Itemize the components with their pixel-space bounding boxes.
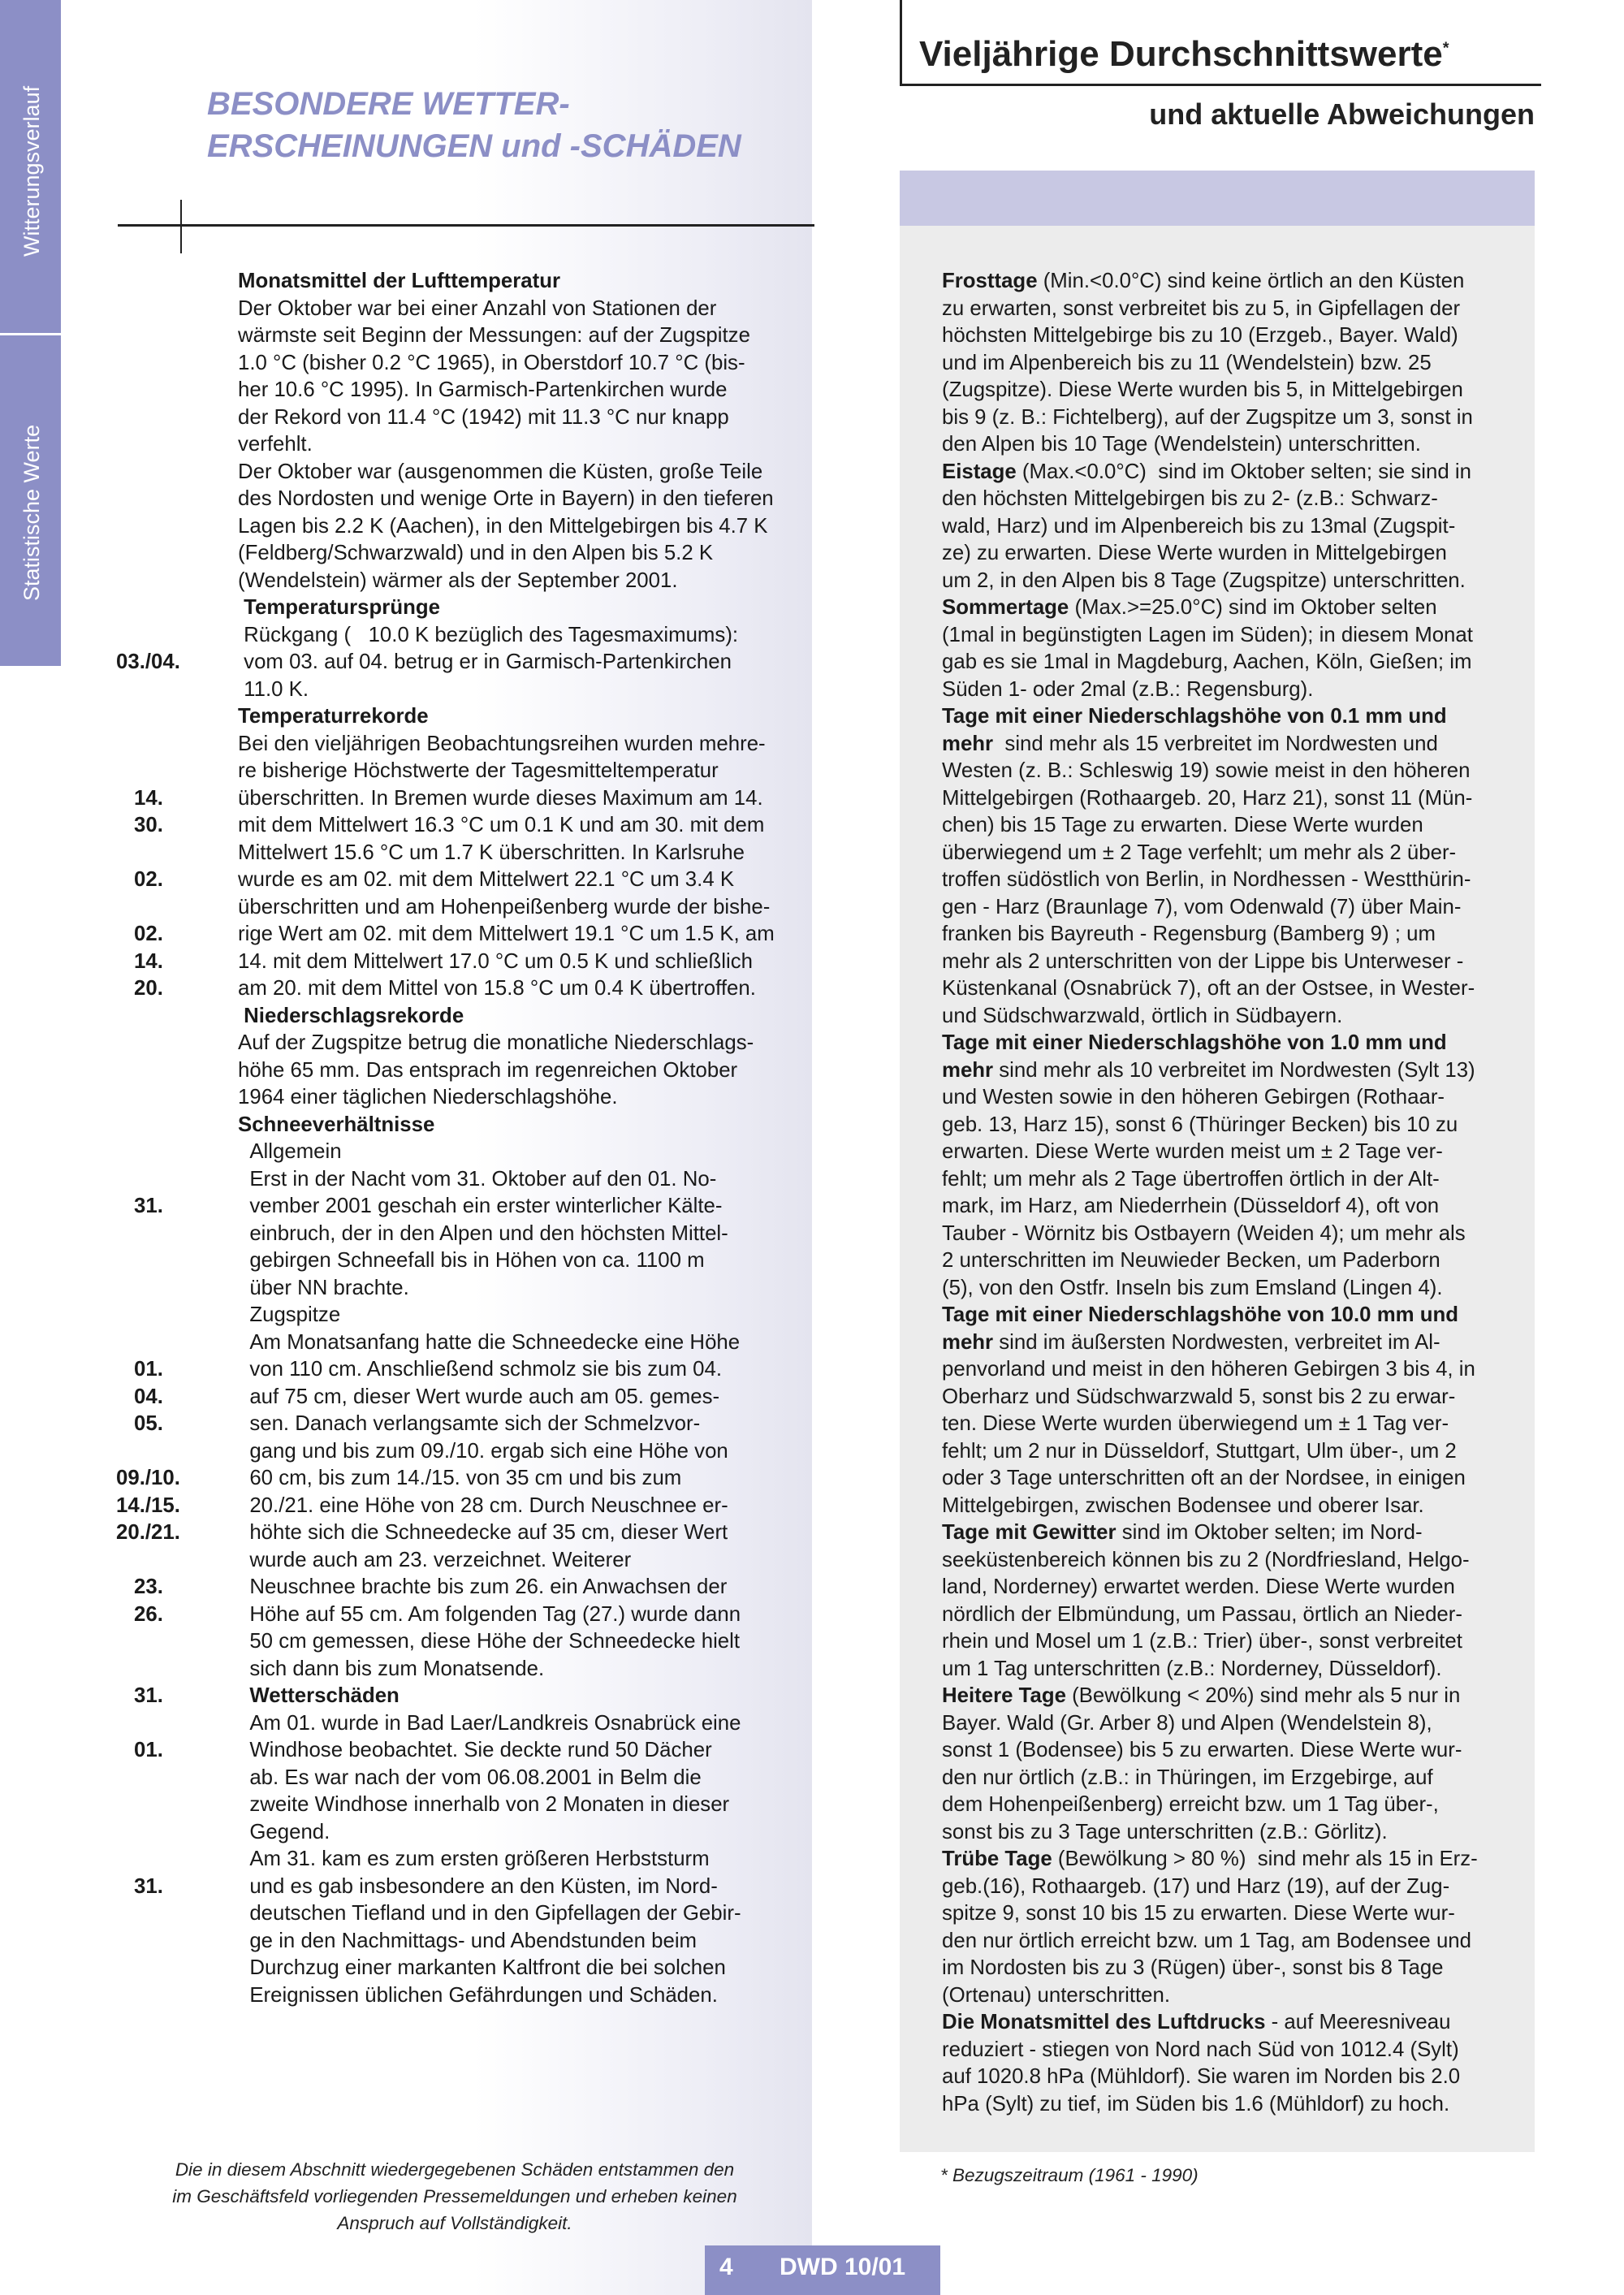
- left-text-line: Ereignissen üblichen Gefährdungen und Schäden.: [238, 1983, 718, 2007]
- side-tab-divider: [0, 333, 61, 335]
- left-text-line: Durchzug einer markanten Kaltfront die bei solchen: [238, 1956, 726, 1979]
- margin-date: 23.: [134, 1575, 163, 1598]
- right-text-line: mehr sind im äußersten Nordwesten, verbreitet im Al-: [942, 1330, 1440, 1354]
- left-text-line: Am 31. kam es zum ersten größeren Herbststurm: [238, 1848, 710, 1870]
- left-text-line: Niederschlagsrekorde: [244, 1004, 464, 1027]
- note-line: Die in diesem Abschnitt wiedergegebenen Schäden entstammen den: [175, 2159, 735, 2180]
- right-text-line: dem Hohenpeißenberg) erreicht bzw. um 1 Tag über-,: [942, 1793, 1439, 1816]
- right-text-line: auf 1020.8 hPa (Mühldorf). Sie waren im Norden bis 2.0: [942, 2065, 1461, 2088]
- margin-date: 20./21.: [116, 1521, 180, 1544]
- right-text-line: bis 9 (z. B.: Fichtelberg), auf der Zugspitze um 3, sonst in: [942, 405, 1473, 429]
- left-text-line: höhte sich die Schneedecke auf 35 cm, dieser Wert: [238, 1521, 728, 1544]
- left-text-line: Temperatursprünge: [244, 596, 440, 619]
- left-text-line: 20./21. eine Höhe von 28 cm. Durch Neuschnee er-: [238, 1493, 728, 1517]
- right-text-line: sonst bis zu 3 Tage unterschritten (z.B.: Görlitz).: [942, 1820, 1388, 1843]
- heading-crossmark: [180, 200, 182, 253]
- left-text-line: ge in den Nachmittags- und Abendstunden beim: [238, 1929, 698, 1952]
- left-text-line: Windhose beobachtet. Sie deckte rund 50 Dächer: [238, 1739, 712, 1761]
- left-text-line: Allgemein: [238, 1140, 342, 1163]
- heading-rule: [118, 224, 814, 227]
- left-text-line: wurde auch am 23. verzeichnet. Weiterer: [238, 1548, 632, 1571]
- margin-date: 01.: [134, 1358, 163, 1381]
- left-text-line: und es gab insbesondere an den Küsten, im Nord-: [238, 1874, 718, 1898]
- left-text-line: gebirgen Schneefall bis in Höhen von ca. 1100 m: [238, 1249, 705, 1272]
- left-text-line: 60 cm, bis zum 14./15. von 35 cm und bis zum: [238, 1467, 682, 1489]
- right-text-line: Die Monatsmittel des Luftdrucks - auf Meeresniveau: [942, 2011, 1451, 2034]
- right-text-line: Mittelgebirgen, zwischen Bodensee und oberer Isar.: [942, 1493, 1424, 1517]
- left-text-line: deutschen Tiefland und in den Gipfellagen der Gebir-: [238, 1902, 741, 1925]
- left-text-line: Erst in der Nacht vom 31. Oktober auf den 01. No-: [238, 1167, 717, 1191]
- margin-date: 14.: [134, 949, 163, 973]
- margin-date: 20.: [134, 977, 163, 1000]
- left-text-line: wärmste seit Beginn der Messungen: auf der Zugspitze: [238, 324, 750, 347]
- right-header-band: [900, 171, 1535, 226]
- right-text-line: um 2, in den Alpen bis 8 Tage (Zugspitze) unterschritten.: [942, 568, 1466, 592]
- page-number: 4: [719, 2254, 733, 2280]
- left-text-line: Temperaturrekorde: [238, 705, 429, 728]
- note-line: im Geschäftsfeld vorliegenden Pressemeldungen und erheben keinen: [172, 2186, 737, 2206]
- left-text-line: re bisherige Höchstwerte der Tagesmitteltemperatur: [238, 759, 719, 782]
- left-text-line: (Feldberg/Schwarzwald) und in den Alpen bis 5.2 K: [238, 542, 714, 564]
- section-subheading-right: und aktuelle Abweichungen: [1149, 97, 1535, 131]
- right-text-line: gen - Harz (Braunlage 7), vom Odenwald (7) über Main-: [942, 895, 1462, 918]
- right-text-line: und Westen sowie in den höheren Gebirgen (Rothaar-: [942, 1086, 1445, 1109]
- right-text-line: (1mal in begünstigten Lagen im Süden); in diesem Monat: [942, 623, 1473, 646]
- right-text-line: land, Norderney) erwartet werden. Diese Werte wurden: [942, 1575, 1455, 1598]
- right-text-line: reduziert - stiegen von Nord nach Süd von 1012.4 (Sylt): [942, 2038, 1459, 2061]
- right-text-line: geb.(16), Rothaargeb. (17) und Harz (19), auf der Zug-: [942, 1874, 1450, 1898]
- right-text-line: und Südschwarzwald, örtlich in Südbayern.: [942, 1004, 1343, 1027]
- left-text-line: auf 75 cm, dieser Wert wurde auch am 05. gemes-: [238, 1385, 720, 1408]
- left-text-line: vember 2001 geschah ein erster winterlicher Kälte-: [238, 1195, 723, 1217]
- margin-date: 02.: [134, 923, 163, 945]
- margin-date: 04.: [134, 1385, 163, 1408]
- left-text-line: am 20. mit dem Mittel von 15.8 °C um 0.4 K übertroffen.: [238, 977, 756, 1000]
- left-text-line: verfehlt.: [238, 433, 313, 456]
- margin-date: 31.: [134, 1195, 163, 1217]
- left-text-line: einbruch, der in den Alpen und den höchsten Mittel-: [238, 1221, 728, 1245]
- right-text-line: mehr sind mehr als 15 verbreitet im Nordwesten und: [942, 732, 1438, 755]
- margin-date: 05.: [134, 1412, 163, 1435]
- section-heading-left: [207, 83, 741, 167]
- right-text-line: geb. 13, Harz 15), sonst 6 (Thüringer Becken) bis 10 zu: [942, 1113, 1458, 1136]
- margin-date: 09./10.: [116, 1467, 180, 1489]
- left-text-line: der Rekord von 11.4 °C (1942) mit 11.3 °C nur knapp: [238, 405, 729, 429]
- left-text-line: überschritten. In Bremen wurde dieses Maximum am 14.: [238, 786, 763, 810]
- right-text-line: den nur örtlich (z.B.: in Thüringen, im Erzgebirge, auf: [942, 1766, 1433, 1789]
- right-text-line: und im Alpenbereich bis zu 11 (Wendelstein) bzw. 25: [942, 351, 1432, 374]
- margin-date: 14./15.: [116, 1493, 180, 1517]
- left-text-column: [238, 268, 806, 2009]
- margin-date: 31.: [134, 1684, 163, 1707]
- issue-label: DWD 10/01: [780, 2254, 906, 2280]
- heading-line-2: ERSCHEINUNGEN und -SCHÄDEN: [207, 128, 741, 164]
- right-text-line: gab es sie 1mal in Magdeburg, Aachen, Köln, Gießen; im: [942, 650, 1472, 673]
- left-text-line: Höhe auf 55 cm. Am folgenden Tag (27.) wurde dann: [238, 1602, 741, 1626]
- right-text-line: überwiegend um ± 2 Tage verfehlt; um mehr als 2 über-: [942, 841, 1457, 864]
- left-text-line: Lagen bis 2.2 K (Aachen), in den Mittelgebirgen bis 4.7 K: [238, 514, 768, 538]
- left-text-line: gang und bis zum 09./10. ergab sich eine Höhe von: [238, 1439, 728, 1463]
- right-text-line: erwarten. Diese Werte wurden meist um ± 2 Tage ver-: [942, 1140, 1443, 1163]
- right-text-line: fehlt; um 2 nur in Düsseldorf, Stuttgart, Ulm über-, um 2: [942, 1439, 1457, 1463]
- margin-date: 30.: [134, 814, 163, 836]
- right-text-line: den Alpen bis 10 Tage (Wendelstein) unterschritten.: [942, 433, 1421, 456]
- right-text-line: mehr sind mehr als 10 verbreitet im Nordwesten (Sylt 13): [942, 1058, 1475, 1082]
- right-text-line: Eistage (Max.<0.0°C) sind im Oktober selten; sie sind in: [942, 460, 1471, 483]
- title-frame-left: [900, 0, 902, 86]
- left-text-line: Wetterschäden: [249, 1684, 400, 1707]
- side-tab-statistische-werte[interactable]: Statistische Werte: [19, 424, 44, 601]
- right-text-line: Tage mit einer Niederschlagshöhe von 0.1 mm und: [942, 705, 1447, 728]
- right-text-line: chen) bis 15 Tage zu erwarten. Diese Werte wurden: [942, 814, 1423, 836]
- right-text-line: ze) zu erwarten. Diese Werte wurden in Mittelgebirgen: [942, 542, 1447, 564]
- left-text-line: Mittelwert 15.6 °C um 1.7 K überschritten. In Karlsruhe: [238, 841, 745, 864]
- right-text-line: spitze 9, sonst 10 bis 15 zu erwarten. Diese Werte wur-: [942, 1902, 1455, 1925]
- right-text-line: ten. Diese Werte wurden überwiegend um ± 1 Tag ver-: [942, 1412, 1449, 1435]
- right-text-line: mehr als 2 unterschritten von der Lippe bis Unterweser -: [942, 949, 1464, 973]
- left-text-line: (Wendelstein) wärmer als der September 2001.: [238, 568, 678, 592]
- left-text-line: Der Oktober war bei einer Anzahl von Stationen der: [238, 296, 717, 320]
- margin-date: 03./04.: [116, 650, 180, 673]
- right-text-column: [942, 268, 1510, 2118]
- title-frame-bottom: [900, 84, 1541, 86]
- side-tab-witterungsverlauf[interactable]: Witterungsverlauf: [19, 85, 44, 257]
- left-text-line: höhe 65 mm. Das entsprach im regenreichen Oktober: [238, 1058, 738, 1082]
- right-text-line: im Nordosten bis zu 3 (Rügen) über-, sonst bis 8 Tage: [942, 1956, 1444, 1979]
- footnote-marker: *: [1442, 39, 1449, 58]
- heading-line-1: BESONDERE WETTER-: [207, 86, 570, 122]
- damage-source-note: [154, 2156, 755, 2237]
- right-text-line: Tage mit einer Niederschlagshöhe von 1.0 mm und: [942, 1031, 1447, 1054]
- right-text-line: um 1 Tag unterschritten (z.B.: Norderney, Düsseldorf).: [942, 1657, 1442, 1680]
- right-text-line: seeküstenbereich können bis zu 2 (Nordfriesland, Helgo-: [942, 1548, 1470, 1571]
- right-text-line: nördlich der Elbmündung, um Passau, örtlich an Nieder-: [942, 1602, 1462, 1626]
- right-text-line: mark, im Harz, am Niederrhein (Düsseldorf 4), oft von: [942, 1195, 1440, 1217]
- right-text-line: (5), von den Ostfr. Inseln bis zum Emsland (Lingen 4).: [942, 1276, 1443, 1299]
- right-text-line: Frosttage (Min.<0.0°C) sind keine örtlich an den Küsten: [942, 270, 1465, 292]
- right-text-line: Küstenkanal (Osnabrück 7), oft an der Ostsee, in Wester-: [942, 977, 1475, 1000]
- left-text-line: Monatsmittel der Lufttemperatur: [238, 270, 561, 292]
- left-text-line: des Nordosten und wenige Orte in Bayern) in den tieferen: [238, 487, 774, 510]
- right-text-line: Tauber - Wörnitz bis Ostbayern (Weiden 4); um mehr als: [942, 1221, 1466, 1245]
- left-text-line: Bei den vieljährigen Beobachtungsreihen wurden mehre-: [238, 732, 766, 755]
- left-text-line: 1.0 °C (bisher 0.2 °C 1965), in Oberstdorf 10.7 °C (bis-: [238, 351, 745, 374]
- left-text-line: sen. Danach verlangsamte sich der Schmelzvor-: [238, 1412, 701, 1435]
- margin-date: 14.: [134, 786, 163, 810]
- left-text-line: 11.0 K.: [238, 677, 309, 701]
- left-text-line: überschritten und am Hohenpeißenberg wurde der bishe-: [238, 895, 771, 918]
- right-text-line: hPa (Sylt) zu tief, im Süden bis 1.6 (Mühldorf) zu hoch.: [942, 2092, 1450, 2116]
- right-text-line: höchsten Mittelgebirge bis zu 10 (Erzgeb., Bayer. Wald): [942, 324, 1458, 347]
- right-text-line: Westen (z. B.: Schleswig 19) sowie meist in den höheren: [942, 759, 1471, 782]
- right-text-line: den höchsten Mittelgebirgen bis zu 2- (z.B.: Schwarz-: [942, 487, 1438, 510]
- right-text-line: penvorland und meist in den höheren Gebirgen 3 bis 4, in: [942, 1358, 1475, 1381]
- right-text-line: den nur örtlich erreicht bzw. um 1 Tag, am Bodensee und: [942, 1929, 1471, 1952]
- right-text-line: zu erwarten, sonst verbreitet bis zu 5, in Gipfellagen der: [942, 296, 1461, 320]
- left-text-line: Zugspitze: [238, 1303, 341, 1326]
- right-text-line: Oberharz und Südschwarzwald 5, sonst bis 2 zu erwar-: [942, 1385, 1456, 1408]
- right-text-line: oder 3 Tage unterschritten oft an der Nordsee, in einigen: [942, 1467, 1466, 1489]
- left-text-line: von 110 cm. Anschließend schmolz sie bis zum 04.: [238, 1358, 722, 1381]
- left-text-line: 50 cm gemessen, diese Höhe der Schneedecke hielt: [238, 1630, 741, 1653]
- right-text-line: Tage mit einer Niederschlagshöhe von 10.0 mm und: [942, 1303, 1459, 1326]
- right-text-line: rhein und Mosel um 1 (z.B.: Trier) über-, sonst verbreitet: [942, 1630, 1462, 1653]
- left-text-line: Rückgang ( 10.0 K bezüglich des Tagesmaximums):: [238, 623, 739, 646]
- left-text-line: ab. Es war nach der vom 06.08.2001 in Belm die: [238, 1766, 702, 1789]
- right-text-line: Mittelgebirgen (Rothaargeb. 20, Harz 21), sonst 11 (Mün-: [942, 786, 1473, 810]
- left-text-line: zweite Windhose innerhalb von 2 Monaten in dieser: [238, 1793, 730, 1816]
- left-text-line: wurde es am 02. mit dem Mittelwert 22.1 °C um 3.4 K: [238, 868, 735, 891]
- right-text-line: 2 unterschritten im Neuwieder Becken, um Paderborn: [942, 1249, 1440, 1272]
- left-text-line: Auf der Zugspitze betrug die monatliche Niederschlags-: [238, 1031, 754, 1054]
- left-text-line: Am Monatsanfang hatte die Schneedecke eine Höhe: [238, 1330, 741, 1354]
- section-heading-right: [919, 34, 1449, 75]
- left-text-line: 14. mit dem Mittelwert 17.0 °C um 0.5 K und schließlich: [238, 949, 753, 973]
- left-text-line: Neuschnee brachte bis zum 26. ein Anwachsen der: [238, 1575, 728, 1598]
- left-text-line: Am 01. wurde in Bad Laer/Landkreis Osnabrück eine: [238, 1711, 741, 1735]
- margin-date: 26.: [134, 1602, 163, 1626]
- right-text-line: Süden 1- oder 2mal (z.B.: Regensburg).: [942, 677, 1314, 701]
- left-text-line: 1964 einer täglichen Niederschlagshöhe.: [238, 1086, 618, 1109]
- right-text-line: Sommertage (Max.>=25.0°C) sind im Oktober selten: [942, 596, 1437, 619]
- heading-title: Vieljährige Durchschnittswerte: [919, 34, 1443, 74]
- right-text-line: troffen südöstlich von Berlin, in Nordhessen - Westthürin-: [942, 868, 1471, 891]
- margin-date: 31.: [134, 1874, 163, 1898]
- right-text-line: sonst 1 (Bodensee) bis 5 zu erwarten. Diese Werte wur-: [942, 1739, 1462, 1761]
- right-text-line: Bayer. Wald (Gr. Arber 8) und Alpen (Wendelstein 8),: [942, 1711, 1432, 1735]
- left-text-line: über NN brachte.: [238, 1276, 409, 1299]
- left-text-line: vom 03. auf 04. betrug er in Garmisch-Partenkirchen: [238, 650, 732, 673]
- left-text-line: Gegend.: [238, 1820, 330, 1843]
- left-text-line: Schneeverhältnisse: [238, 1113, 435, 1136]
- right-text-line: Trübe Tage (Bewölkung > 80 %) sind mehr als 15 in Erz-: [942, 1848, 1478, 1870]
- right-text-line: (Ortenau) unterschritten.: [942, 1983, 1171, 2007]
- right-text-line: franken bis Bayreuth - Regensburg (Bamberg 9) ; um: [942, 923, 1436, 945]
- margin-date: 01.: [134, 1739, 163, 1761]
- right-text-line: Heitere Tage (Bewölkung < 20%) sind mehr als 5 nur in: [942, 1684, 1461, 1707]
- reference-period-note: * Bezugszeitraum (1961 - 1990): [940, 2165, 1199, 2185]
- margin-date: 02.: [134, 868, 163, 891]
- right-text-line: wald, Harz) und im Alpenbereich bis zu 13mal (Zugspit-: [942, 514, 1456, 538]
- left-text-line: sich dann bis zum Monatsende.: [238, 1657, 545, 1680]
- note-line: Anspruch auf Vollständigkeit.: [337, 2213, 572, 2233]
- left-text-line: her 10.6 °C 1995). In Garmisch-Partenkirchen wurde: [238, 378, 728, 401]
- right-text-line: Tage mit Gewitter sind im Oktober selten; im Nord-: [942, 1521, 1423, 1544]
- right-text-line: (Zugspitze). Diese Werte wurden bis 5, in Mittelgebirgen: [942, 378, 1463, 401]
- left-text-line: mit dem Mittelwert 16.3 °C um 0.1 K und am 30. mit dem: [238, 814, 765, 836]
- right-text-line: fehlt; um mehr als 2 Tage übertroffen örtlich in der Alt-: [942, 1167, 1440, 1191]
- left-text-line: Der Oktober war (ausgenommen die Küsten, große Teile: [238, 460, 763, 483]
- left-text-line: rige Wert am 02. mit dem Mittelwert 19.1 °C um 1.5 K, am: [238, 923, 775, 945]
